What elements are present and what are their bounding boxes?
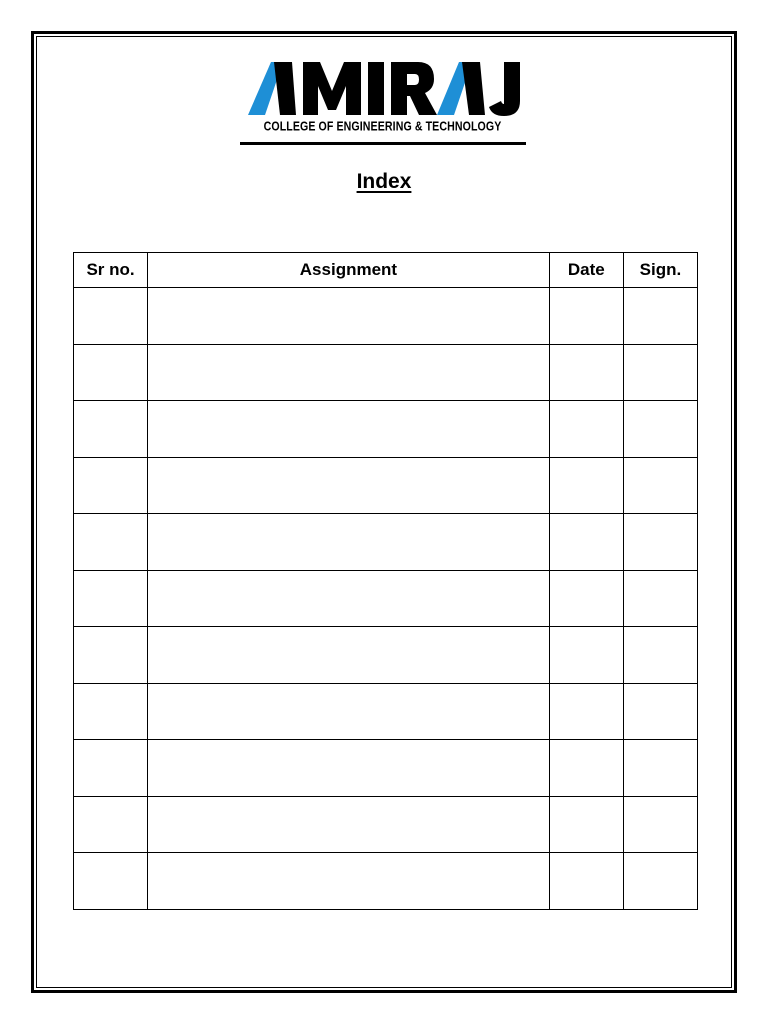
amiraj-wordmark <box>240 58 528 118</box>
cell-assignment <box>148 627 550 684</box>
table-row <box>74 853 698 910</box>
cell-sign <box>623 570 697 627</box>
header-assignment: Assignment <box>148 253 550 288</box>
page-title: Index <box>356 170 412 193</box>
cell-assignment <box>148 514 550 571</box>
table-row <box>74 457 698 514</box>
cell-sign <box>623 344 697 401</box>
cell-date <box>549 344 623 401</box>
cell-sr-no <box>74 627 148 684</box>
cell-sr-no <box>74 683 148 740</box>
cell-sr-no <box>74 570 148 627</box>
cell-sign <box>623 796 697 853</box>
cell-assignment <box>148 401 550 458</box>
cell-sr-no <box>74 853 148 910</box>
logo-underline <box>240 142 526 145</box>
table-row <box>74 627 698 684</box>
cell-assignment <box>148 853 550 910</box>
logo-tagline: COLLEGE OF ENGINEERING & TECHNOLOGY <box>263 119 502 134</box>
header-date: Date <box>549 253 623 288</box>
logo-letter-i <box>368 62 384 115</box>
college-logo <box>240 58 528 150</box>
cell-sr-no <box>74 401 148 458</box>
cell-date <box>549 740 623 797</box>
cell-sign <box>623 457 697 514</box>
table-row <box>74 514 698 571</box>
cell-date <box>549 683 623 740</box>
cell-date <box>549 288 623 345</box>
table-body <box>74 288 698 910</box>
cell-sign <box>623 740 697 797</box>
header-sr-no: Sr no. <box>74 253 148 288</box>
cell-date <box>549 796 623 853</box>
logo-letter-r <box>391 62 437 115</box>
table-row <box>74 740 698 797</box>
cell-assignment <box>148 796 550 853</box>
cell-assignment <box>148 344 550 401</box>
cell-sign <box>623 853 697 910</box>
table-row <box>74 288 698 345</box>
header-sign: Sign. <box>623 253 697 288</box>
logo-letter-m <box>303 62 361 115</box>
cell-sign <box>623 288 697 345</box>
cell-sign <box>623 514 697 571</box>
cell-assignment <box>148 570 550 627</box>
cell-sr-no <box>74 740 148 797</box>
logo-letter-j <box>489 62 520 116</box>
table-row <box>74 570 698 627</box>
cell-sign <box>623 401 697 458</box>
table-row <box>74 683 698 740</box>
cell-date <box>549 401 623 458</box>
cell-sr-no <box>74 344 148 401</box>
logo-letter-a-stroke <box>274 62 296 115</box>
index-table <box>73 252 698 910</box>
table-header-row <box>74 253 698 288</box>
cell-assignment <box>148 457 550 514</box>
cell-assignment <box>148 740 550 797</box>
cell-date <box>549 570 623 627</box>
cell-date <box>549 514 623 571</box>
cell-sr-no <box>74 514 148 571</box>
table-row <box>74 796 698 853</box>
cell-date <box>549 853 623 910</box>
cell-sr-no <box>74 457 148 514</box>
table-row <box>74 344 698 401</box>
cell-sr-no <box>74 288 148 345</box>
cell-date <box>549 457 623 514</box>
cell-sign <box>623 627 697 684</box>
cell-assignment <box>148 288 550 345</box>
cell-sr-no <box>74 796 148 853</box>
cell-sign <box>623 683 697 740</box>
cell-date <box>549 627 623 684</box>
table-row <box>74 401 698 458</box>
logo-letter-a2-stroke <box>462 62 485 115</box>
cell-assignment <box>148 683 550 740</box>
